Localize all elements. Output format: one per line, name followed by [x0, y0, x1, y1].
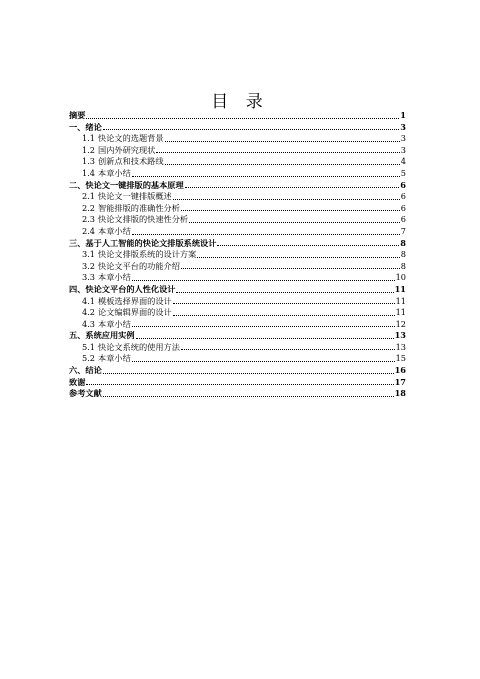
toc-dot-leader — [103, 396, 394, 397]
toc-entry-number: 3.1 — [82, 249, 96, 260]
toc-dot-leader — [132, 326, 395, 327]
toc-chapter-entry[interactable] — [69, 365, 406, 377]
toc-entry-title: 三、基于人工智能的快论文排版系统设计 — [69, 237, 217, 248]
toc-section-entry[interactable] — [69, 214, 406, 226]
toc-page-number: 11 — [395, 295, 406, 306]
toc-entry-title: 一、绪论 — [69, 121, 102, 132]
toc-entry-title: 致谢 — [69, 376, 86, 387]
toc-section-entry[interactable] — [69, 249, 406, 261]
toc-dot-leader — [132, 234, 400, 235]
toc-page-number: 8 — [400, 249, 406, 260]
toc-section-entry[interactable] — [69, 307, 406, 319]
toc-entry-number: 4.2 — [82, 307, 96, 318]
toc-dot-leader — [197, 257, 399, 258]
toc-dot-leader — [103, 129, 400, 130]
toc-section-entry[interactable] — [69, 353, 406, 365]
toc-section-entry[interactable] — [69, 296, 406, 308]
toc-entry-title: 论文编辑界面的设计 — [98, 307, 172, 318]
toc-page-number: 16 — [394, 365, 406, 376]
toc-entry-title: 参考文献 — [69, 388, 102, 399]
toc-page-number: 6 — [400, 179, 406, 190]
toc-dot-leader — [86, 118, 399, 119]
toc-page-number: 3 — [400, 133, 406, 144]
toc-entry-title: 本章小结 — [98, 167, 131, 178]
toc-entry-number: 2.4 — [82, 225, 96, 236]
toc-entry-title: 六、结论 — [69, 365, 102, 376]
toc-dot-leader — [176, 292, 393, 293]
toc-page-number: 18 — [394, 388, 406, 399]
toc-entry-number: 1.2 — [82, 144, 96, 155]
toc-entry-title: 国内外研究现状 — [98, 144, 156, 155]
toc-section-entry[interactable] — [69, 156, 406, 168]
table-of-contents — [69, 110, 406, 400]
toc-dot-leader — [156, 152, 399, 153]
toc-section-entry[interactable] — [69, 272, 406, 284]
toc-entry-title: 摘要 — [69, 110, 86, 120]
toc-page-number: 6 — [400, 202, 406, 213]
toc-page-number: 11 — [394, 283, 406, 294]
toc-dot-leader — [136, 338, 394, 339]
toc-dot-leader — [103, 373, 394, 374]
toc-entry-title: 四、快论文平台的人性化设计 — [69, 283, 176, 294]
toc-entry-title: 本章小结 — [98, 318, 131, 329]
toc-page-number: 10 — [395, 272, 406, 283]
toc-page-number: 7 — [400, 225, 406, 236]
toc-dot-leader — [181, 349, 395, 350]
toc-entry-number: 1.4 — [82, 167, 96, 178]
toc-entry-number: 2.3 — [82, 214, 96, 225]
toc-dot-leader — [173, 199, 400, 200]
toc-page-number: 11 — [395, 307, 406, 318]
toc-entry-number: 3.2 — [82, 260, 96, 271]
toc-dot-leader — [132, 280, 395, 281]
toc-entry-title: 快论文排版系统的设计方案 — [98, 249, 197, 260]
toc-entry-title: 模板选择界面的设计 — [98, 295, 172, 306]
toc-section-entry[interactable] — [69, 133, 406, 145]
toc-page-number: 5 — [400, 167, 406, 178]
toc-entry-number: 5.1 — [82, 341, 96, 352]
toc-dot-leader — [132, 176, 400, 177]
toc-page-number: 15 — [395, 353, 406, 364]
toc-dot-leader — [185, 187, 400, 188]
toc-entry-number: 2.1 — [82, 191, 96, 202]
toc-title: 目 录 — [211, 92, 269, 112]
toc-entry-title: 五、系统应用实例 — [69, 330, 135, 341]
toc-entry-title: 快论文平台的功能介绍 — [98, 260, 180, 271]
toc-dot-leader — [132, 361, 395, 362]
toc-entry-number: 5.2 — [82, 353, 96, 364]
toc-page-number: 8 — [400, 260, 406, 271]
toc-page-number: 1 — [400, 110, 406, 120]
toc-chapter-entry[interactable] — [69, 110, 406, 122]
toc-entry-number: 4.3 — [82, 318, 96, 329]
toc-page-number: 13 — [395, 341, 406, 352]
toc-section-entry[interactable] — [69, 319, 406, 331]
toc-chapter-entry[interactable] — [69, 284, 406, 296]
toc-chapter-entry[interactable] — [69, 388, 406, 400]
toc-page-number: 3 — [400, 144, 406, 155]
toc-section-entry[interactable] — [69, 191, 406, 203]
toc-section-entry[interactable] — [69, 145, 406, 157]
toc-entry-title: 本章小结 — [98, 225, 131, 236]
toc-entry-title: 本章小结 — [98, 353, 131, 364]
toc-chapter-entry[interactable] — [69, 330, 406, 342]
toc-entry-title: 二、快论文一键排版的基本原理 — [69, 179, 184, 190]
toc-entry-number: 4.1 — [82, 295, 96, 306]
toc-entry-title: 智能排版的准确性分析 — [98, 202, 180, 213]
toc-chapter-entry[interactable] — [69, 180, 406, 192]
toc-entry-title: 快论文一键排版概述 — [98, 191, 172, 202]
toc-entry-title: 快论文排版的快速性分析 — [98, 214, 189, 225]
toc-chapter-entry[interactable] — [69, 238, 406, 250]
toc-entry-number: 3.3 — [82, 272, 96, 283]
toc-dot-leader — [173, 315, 395, 316]
toc-entry-title: 本章小结 — [98, 272, 131, 283]
toc-entry-title: 快论文的选题背景 — [98, 133, 164, 144]
toc-section-entry[interactable] — [69, 261, 406, 273]
toc-dot-leader — [173, 303, 395, 304]
toc-page-number: 3 — [400, 121, 406, 132]
toc-section-entry[interactable] — [69, 168, 406, 180]
toc-entry-title: 快论文系统的使用方法 — [98, 341, 180, 352]
toc-page-number: 8 — [400, 237, 406, 248]
toc-entry-title: 创新点和技术路线 — [98, 156, 164, 167]
toc-dot-leader — [165, 141, 400, 142]
toc-dot-leader — [181, 268, 400, 269]
toc-entry-number: 2.2 — [82, 202, 96, 213]
toc-dot-leader — [217, 245, 399, 246]
toc-section-entry[interactable] — [69, 203, 406, 215]
toc-section-entry[interactable] — [69, 226, 406, 238]
toc-dot-leader — [165, 164, 400, 165]
toc-entry-number: 1.3 — [82, 156, 96, 167]
toc-dot-leader — [181, 210, 400, 211]
toc-dot-leader — [86, 384, 393, 385]
toc-page-number: 4 — [400, 156, 406, 167]
toc-chapter-entry[interactable] — [69, 377, 406, 389]
toc-page-number: 6 — [400, 191, 406, 202]
toc-page-number: 13 — [394, 330, 406, 341]
toc-section-entry[interactable] — [69, 342, 406, 354]
toc-chapter-entry[interactable] — [69, 122, 406, 134]
toc-page-number: 17 — [394, 376, 406, 387]
toc-page-number: 12 — [395, 318, 406, 329]
toc-entry-number: 1.1 — [82, 133, 96, 144]
toc-dot-leader — [189, 222, 400, 223]
toc-page-number: 6 — [400, 214, 406, 225]
